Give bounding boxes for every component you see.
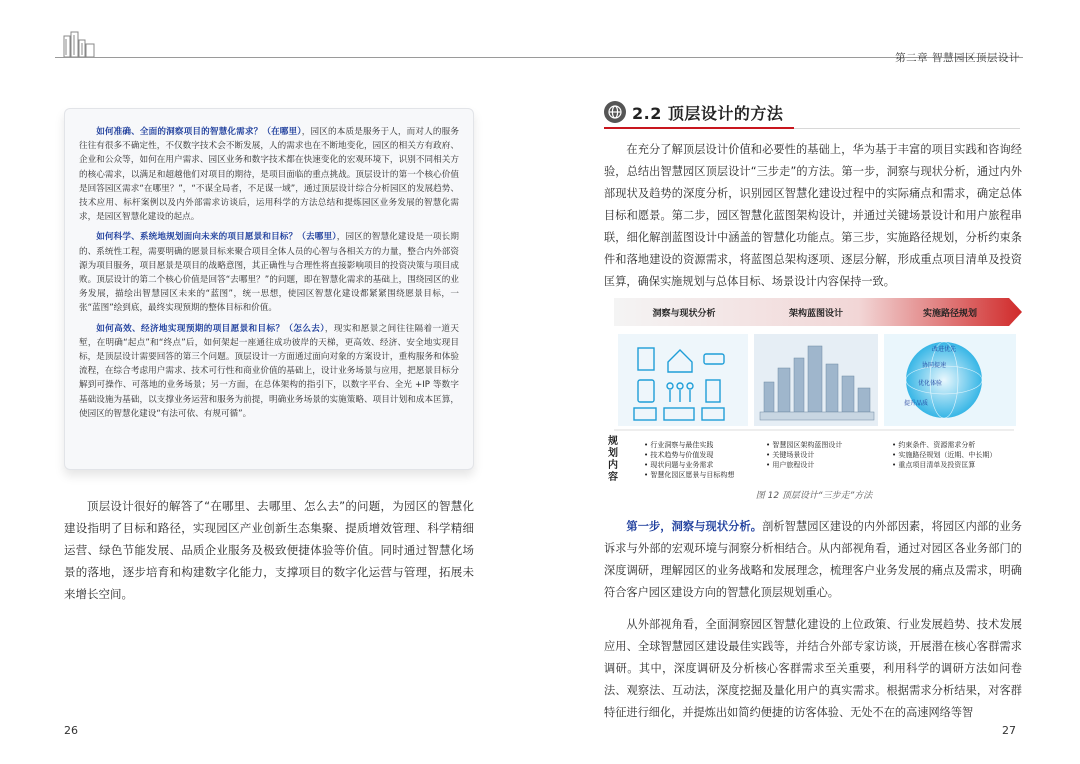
callout-paragraph-2: [79, 230, 459, 315]
page-number-left: 26: [64, 724, 78, 737]
globe-label-4: 提升品质: [904, 400, 929, 407]
plan-col-3: [892, 440, 996, 470]
left-body-paragraph: 顶层设计很好的解答了“在哪里、去哪里、怎么去”的问题，为园区的智慧化建设指明了目标和路径，实现园区产业创新生态集聚、提质增效管理、科学精细运营、绿色节能发展、品质企业服务及极致便捷体验等价值。同时通过智慧化场景的落地，逐步培育和构建数字化能力，支撑项目的数字化运营与管理，拓展未来增长空间。: [64, 499, 474, 601]
external-view-paragraph: 从外部视角看，全面洞察园区智慧化建设的上位政策、行业发展趋势、技术发展应用、全球智慧园区建设最佳实践等，并结合外部专家访谈，开展潜在核心客群需求调研。其中，深度调研及分析核心客群需求至关重要，利用科学的调研方法如问卷法、观察法、互动法，深度挖掘及量化用户的真实需求。根据需求分析结果，对客群特征进行细化，并提炼出如简约便捷的访客体验、无处不在的高速网络等智: [604, 618, 1022, 719]
globe-label-3: 优化体验: [918, 380, 943, 387]
header-rule: [55, 57, 1023, 58]
section-heading: [604, 99, 783, 125]
chapter-title: 第二章 智慧园区顶层设计: [895, 52, 1020, 64]
plan-item: • 行业洞察与最佳实践: [644, 440, 734, 450]
callout-question-2: 如何科学、系统地规划面向未来的项目愿景和目标？（去哪里）: [96, 232, 337, 243]
plan-item: • 用户旅程设计: [766, 460, 842, 470]
step-label-2: 架构蓝图设计: [788, 308, 843, 319]
intro-paragraph: 在充分了解顶层设计价值和必要性的基础上，华为基于丰富的项目实践和咨询经验，总结出智慧园区顶层设计“三步走”的方法。第一步，洞察与现状分析，通过内外部现状及趋势的深度分析，识别园区智慧化建设过程中的实际痛点和需求，确定总体目标和愿景。第二步，园区智慧化蓝图架构设计，并通过关键场景设计和用户旅程串联，细化解剖蓝图设计中涵盖的智慧化功能点。第三步，实施路径规划，分析约束条件和落地建设的资源需求，将蓝图总架构逐项、逐层分解，形成重点项目清单及投资匡算，确保实施规划与总体目标、场景设计内容保持一致。: [604, 143, 1022, 288]
building-logo-icon: [62, 30, 96, 58]
plan-item: • 现状问题与业务需求: [644, 460, 734, 470]
left-body-text: [64, 495, 474, 605]
globe-label-1: 改进优先: [932, 346, 957, 353]
callout-text-2: ，园区的智慧化建设是一项长期的、系统性工程，需要明确的愿景目标来聚合项目全体人员的心智与各相关方的力量，整合内外部资源为项目服务，项目愿景是项目的战略意图，其正确性与合理性将直接影响项目的投资决策与项目成败。顶层设计的第二个核心价值是回答“去哪里？”的问题，即在智慧化需求的基础上，围绕园区的业务发展，描绘出智慧园区未来的“蓝图”，统一思想，使园区智慧化建设都紧紧围绕愿景目标，一张“蓝图”绘到底，最终实现预期的整体目标和价值。: [79, 232, 459, 314]
side-label-char-1: 规: [608, 436, 618, 447]
step1-lead: 第一步，洞察与现状分析。: [626, 520, 763, 533]
side-label-char-3: 内: [608, 460, 618, 471]
step-label-3: 实施路径规划: [922, 308, 977, 319]
plan-item: • 技术趋势与价值发现: [644, 450, 734, 460]
section-rule-accent: [604, 127, 794, 129]
plan-item: • 约束条件、资源需求分析: [892, 440, 996, 450]
callout-text-1: ，园区的本质是服务于人，而对人的服务往往有很多不确定性，不仅数字技术会不断发展，人的需求也在不断地变化，园区的相关方有政府、企业和公众等，如何在用户需求、园区业务和数字技术都在快速变化的宏观环境下，识别不同相关方的核心需求，以满足和超越他们对项目的期待，是项目面临的重点挑战。顶层设计的第一个核心价值是回答园区需求“在哪里？”，“不谋全局者，不足谋一域”，通过顶层设计综合分析园区的发展趋势、技术应用、标杆案例以及内外部需求访谈后，运用科学的方法总结和提炼园区业务发展的智慧化需求，是园区智慧化建设的起点。: [79, 127, 459, 223]
callout-paragraph-3: [79, 322, 459, 421]
section-title: 2.2 顶层设计的方法: [632, 103, 784, 123]
callout-box: [64, 108, 474, 470]
step1-paragraph: [604, 516, 1022, 604]
plan-col-2: [766, 440, 842, 470]
plan-item: • 智慧化园区愿景与目标构想: [644, 470, 734, 480]
page-number-right: 27: [1002, 724, 1016, 737]
step1-text: 剖析智慧园区建设的内外部因素，将园区内部的业务诉求与外部的宏观环境与洞察分析相结合。从内部视角看，通过对园区各业务部门的深度调研，理解园区的业务战略和发展理念，梳理客户业务发展的痛点及需求，明确符合客户园区建设方向的智慧化顶层规划重心。: [604, 520, 1022, 599]
three-step-figure: [604, 298, 1024, 488]
plan-item: • 重点项目清单及投资匡算: [892, 460, 996, 470]
right-intro-text: [604, 139, 1022, 293]
figure-caption: 图 12 顶层设计“三步走”方法: [755, 491, 873, 501]
callout-question-1: 如何准确、全面的洞察项目的智慧化需求？（在哪里）: [96, 127, 302, 137]
side-label-char-2: 划: [608, 448, 618, 459]
side-label: [608, 436, 620, 484]
globe-label-2: 协同提速: [922, 362, 947, 369]
globe-icon: [604, 101, 626, 123]
step-label-1: 洞察与现状分析: [652, 308, 716, 319]
right-body-text: [604, 516, 1022, 734]
side-label-char-4: 容: [608, 472, 618, 483]
plan-item: • 智慧园区架构蓝图设计: [766, 440, 842, 450]
plan-item: • 实施路径规划（近期、中长期）: [892, 450, 996, 460]
plan-col-1: [644, 440, 734, 480]
callout-question-3: 如何高效、经济地实现预期的项目愿景和目标？（怎么去）: [96, 323, 325, 334]
plan-item: • 关键场景设计: [766, 450, 842, 460]
callout-paragraph-1: [79, 125, 459, 224]
callout-text-3: ，现实和愿景之间往往隔着一道天堑，在明确“起点”和“终点”后，如何架起一座通往成功彼岸的天梯，更高效、经济、安全地实现目标，是顶层设计需要回答的第三个问题。顶层设计一方面通过面向对象的方案设计，重构服务和体验流程，在综合考虑用户需求、技术可行性和商业价值的基础上，设计业务场景与应用，把愿景目标分解到可操作、可落地的业务场景；另一方面，在总体架构的指引下，以数字平台、全光 +IP 等数字基础设施为基础，以支撑业务运营和服务为前提，明确业务场景的实施策略、项目计划和成本匡算，使园区的智慧化建设“有法可依、有规可循”。: [79, 323, 459, 419]
